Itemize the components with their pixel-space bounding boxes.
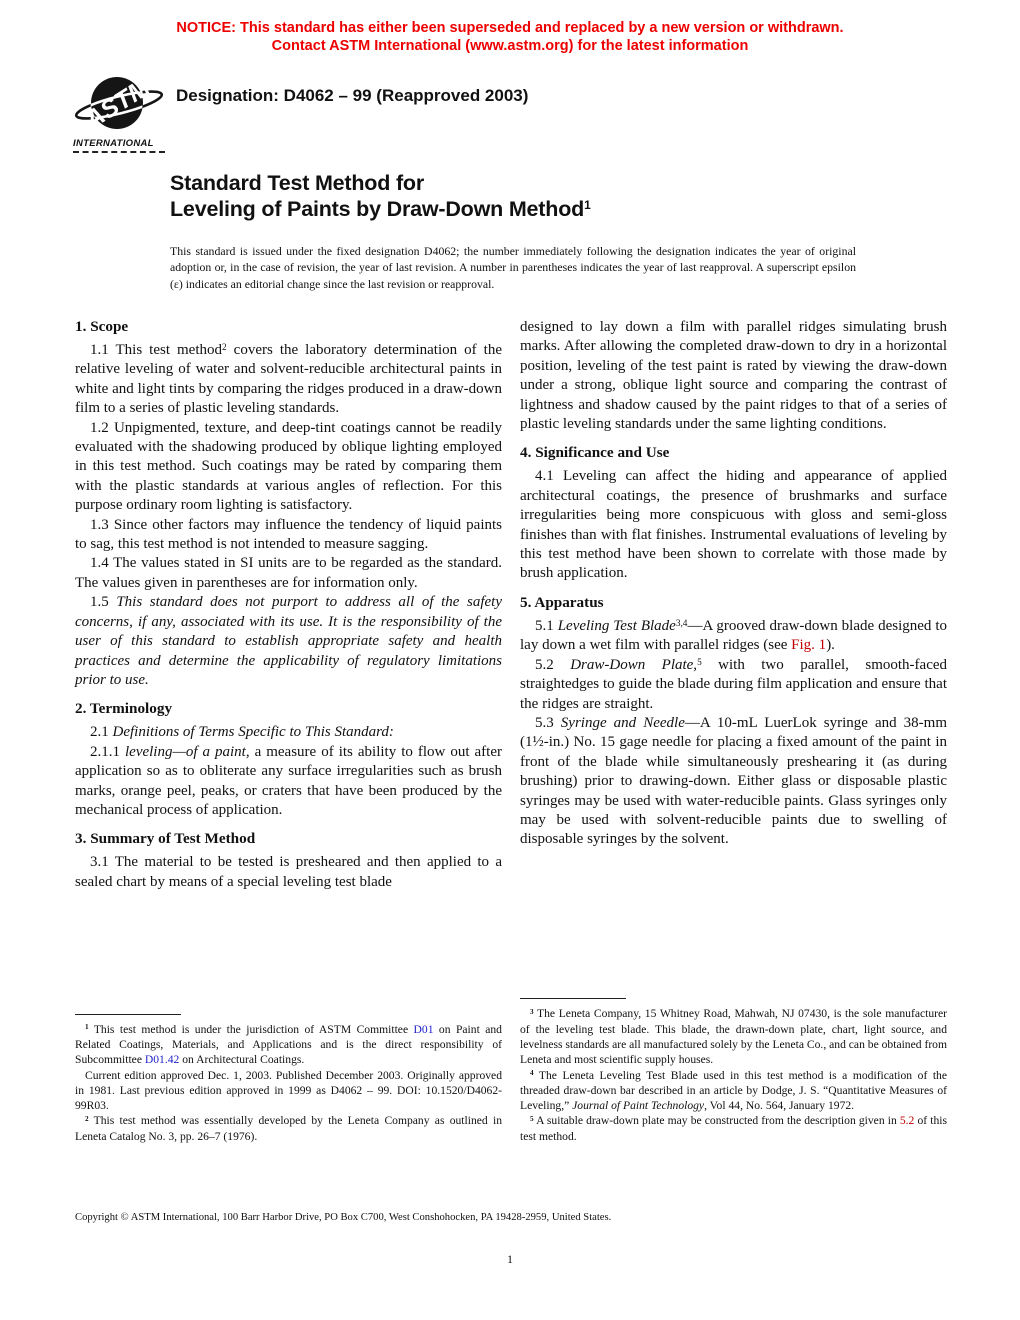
committee-link[interactable]: D01.42 — [144, 1053, 180, 1067]
body-paragraph: 1.5 This standard does not purport to address all of the safety concerns, if any, associated with its use. It is the responsibility of the user of this standard to establish appropriate safety and health practices and determine the applicability of regulatory limitations prior to use. — [75, 594, 503, 688]
document-title-line-2: Leveling of Paints by Draw-Down Method$^1$ — [170, 197, 591, 221]
copyright-line: Copyright © ASTM International, 100 Barr Harbor Drive, PO Box C700, West Conshohocken, PA 19428-2959, United States. — [75, 1212, 612, 1223]
section-heading: 2. Terminology — [75, 700, 173, 718]
notice-line-1: NOTICE: This standard has either been superseded and replaced by a new version or withdrawn. — [176, 20, 844, 36]
notice-line-2: Contact ASTM International (www.astm.org) for the latest information — [271, 37, 749, 54]
section-heading: 3. Summary of Test Method — [75, 830, 256, 848]
page-number: 1 — [507, 1252, 513, 1266]
body-paragraph: 5.1 Leveling Test Blade$^{3,4}$—A grooved draw-down blade designed to lay down a wet film with parallel ridges (see Fig. 1). — [520, 617, 947, 654]
body-paragraph: 3.1 The material to be tested is presheared and then applied to a sealed chart by means of a special leveling test blade — [75, 854, 502, 890]
cross-reference-link[interactable]: 5.2 — [899, 1114, 915, 1128]
committee-link[interactable]: D01 — [413, 1022, 434, 1036]
body-paragraph: 5.3 Syringe and Needle—A 10-mL LuerLok syringe and 38-mm (1½-in.) No. 15 gage needle for placing a fixed amount of the paint in front of the blade while simultaneously preshearing it (as during brushing) prior to drawing-down. Either glass or disposable plastic syringes may be used with water-reducible paints. Glass syringes only may be used with solvent-reducible paints due to swelling of disposable syringes by the solvent. — [520, 714, 947, 848]
section-heading: 5. Apparatus — [520, 593, 604, 611]
cross-reference-link[interactable]: Fig. 1 — [791, 637, 827, 654]
right-column — [520, 318, 947, 1144]
section-heading: 1. Scope — [75, 318, 129, 335]
title-footnote-marker: 1 — [584, 198, 591, 212]
astm-logo — [73, 74, 171, 153]
body-paragraph: 2.1 Definitions of Terms Specific to This Standard: — [90, 724, 394, 741]
body-paragraph: $^5$ A suitable draw-down plate may be constructed from the description given in 5.2 of this test method. — [520, 1114, 947, 1143]
body-paragraph: $^3$ The Leneta Company, 15 Whitney Road, Mahwah, NJ 07430, is the sole manufacturer of the leveling test blade. This blade, the drawn-down plate, chart, light source, and levelness standards are all manufactured solely by the Leneta Co., and can be obtained from Leneta and most scientific supply houses. — [520, 1007, 947, 1067]
body-paragraph: 1.4 The values stated in SI units are to be regarded as the standard. The values given in parentheses are for information only. — [75, 555, 502, 591]
footnote-separator — [75, 1014, 181, 1015]
body-paragraph: $^1$ This test method is under the jurisdiction of ASTM Committee D01 on Paint and Related Coatings, Materials, and Applications and is the direct responsibility of Subcommittee D01.42 on Architectural Coatings. — [75, 1022, 502, 1067]
body-paragraph: designed to lay down a film with parallel ridges simulating brush marks. After allowing the completed draw-down to dry in a horizontal position, leveling of the test paint is rated by viewing the draw-down under a strong, oblique light source and comparing the contrast of lightness and shadow caused by the paint ridges to that of a series of plastic leveling standards under the same lighting conditions. — [520, 319, 947, 433]
document-title-line-1: Standard Test Method for — [170, 171, 424, 195]
astm-logo-subtitle: INTERNATIONAL — [73, 138, 165, 153]
designation: Designation: D4062 – 99 (Reapproved 2003) — [176, 86, 529, 105]
section-heading: 4. Significance and Use — [520, 444, 670, 462]
astm-logo-letters: ASTM — [80, 74, 155, 135]
body-paragraph: 1.2 Unpigmented, texture, and deep-tint coatings cannot be readily evaluated with the shadowing produced by oblique lighting employed in this test method. Such coatings may be rated by comparing them with the plastic standards at various angles of reflection. For this purpose ordinary room lighting is satisfactory. — [75, 419, 502, 514]
left-footnotes-text — [75, 1022, 502, 1144]
body-paragraph: $^2$ This test method was essentially developed by the Leneta Company as outlined in Leneta Catalog No. 3, pp. 26–7 (1976). — [75, 1114, 502, 1143]
body-paragraph: $^4$ The Leneta Leveling Test Blade used in this test method is a modification of the threaded draw-down bar described in an article by Dodge, J. S. “Quantitative Measures of Leveling,” Journal of Paint Technology, Vol 44, No. 564, January 1972. — [520, 1068, 947, 1113]
body-paragraph: 4.1 Leveling can affect the hiding and appearance of applied architectural coatings, the presence of brushmarks and surface irregularities being more conspicuous with gloss and semi-gloss finishes than with flat finishes. Instrumental evaluations of leveling by this test method have been shown to correlate with those made by brush application. — [520, 468, 947, 582]
right-column-body — [520, 318, 947, 850]
astm-globe-icon — [73, 74, 165, 136]
body-paragraph: Current edition approved Dec. 1, 2003. Published December 2003. Originally approved in 1981. Last previous edition approved in 1999 as D4062 – 99. DOI: 10.1520/D4062-99R03. — [75, 1068, 502, 1113]
left-column-body — [75, 318, 502, 892]
body-paragraph: 2.1.1 leveling—of a paint, a measure of its ability to flow out after application so as to obliterate any surface irregularities such as brush marks, orange peel, peaks, or craters that have been produced by the mechanical process of application. — [75, 743, 502, 818]
right-footnotes — [520, 998, 947, 1144]
left-column — [75, 318, 502, 1144]
right-footnotes-text — [520, 1006, 947, 1144]
body-paragraph: 5.2 Draw-Down Plate,$^5$ with two parallel, smooth-faced straightedges to guide the blade during film application and ensure that the ridges are straight. — [520, 656, 948, 712]
body-paragraph: 1.3 Since other factors may influence the tendency of liquid paints to sag, this test method is not intended to measure sagging. — [75, 516, 502, 553]
footnote-separator — [520, 998, 626, 999]
issuance-note: This standard is issued under the fixed designation D4062; the number immediately following the designation indicates the year of original adoption or, in the case of revision, the year of last revision. A number in parentheses indicates the year of last reapproval. A superscript epsilon (ε) indicates an editorial change since the last revision or reapproval. — [170, 244, 856, 291]
body-paragraph: 1.1 This test method$^2$ covers the laboratory determination of the relative leveling of water and solvent-reducible architectural paints in white and light tints by comparing the ridges produced in a draw-down film to a series of plastic leveling standards. — [75, 342, 502, 417]
notice-banner — [0, 20, 1020, 55]
left-footnotes — [75, 1014, 502, 1144]
document-title — [170, 170, 591, 225]
